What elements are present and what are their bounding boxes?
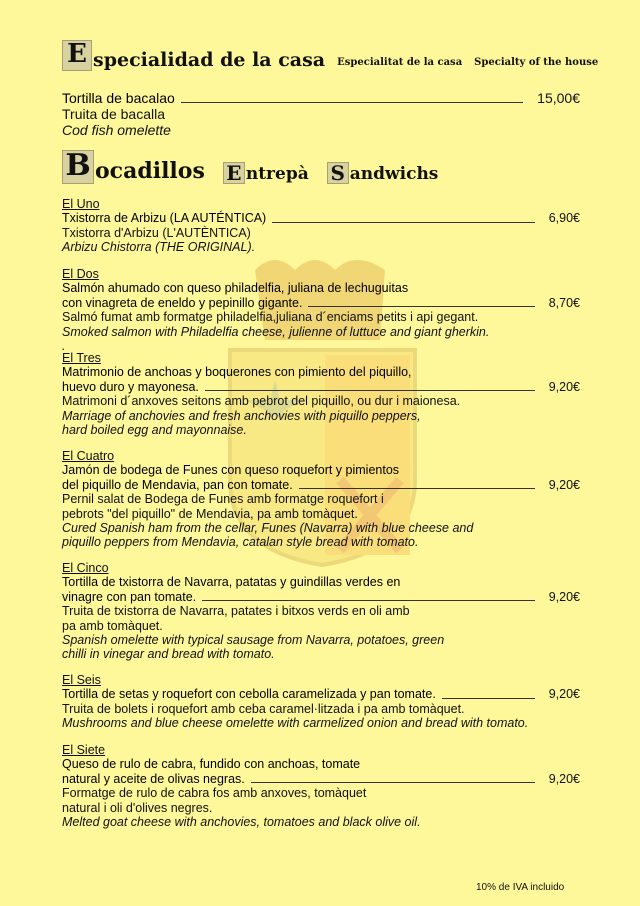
item-price: 6,90€ (548, 211, 580, 226)
menu-item (62, 449, 580, 550)
illuminated-capital: E (223, 162, 245, 184)
item-spanish: Queso de rulo de cabra, fundido con anchoas, tomate (62, 757, 361, 772)
item-spanish: huevo duro y mayonesa. (62, 379, 199, 394)
item-catalan: pa amb tomàquet. (62, 618, 163, 633)
menu-item (62, 561, 580, 662)
item-name: El Tres (62, 351, 101, 365)
leader-line (299, 488, 535, 489)
item-catalan: Truita de bacalla (62, 106, 165, 122)
item-spanish: vinagre con pan tomate. (62, 589, 197, 604)
item-price: 8,70€ (548, 295, 580, 310)
item-english: Mushrooms and blue cheese omelette with carmelized onion and bread with tomato. (62, 716, 529, 731)
illuminated-capital: B (62, 150, 94, 184)
item-spanish: Txistorra de Arbizu (LA AUTÉNTICA) (62, 211, 267, 226)
item-catalan: Pernil salat de Bodega de Funes amb formatge roquefort i (62, 492, 384, 507)
item-english: Marriage of anchovies and fresh anchovies with piquillo peppers, (62, 408, 421, 423)
menu-item (62, 673, 580, 731)
item-price: 9,20€ (548, 687, 580, 702)
leader-line (442, 698, 535, 699)
item-price: 9,20€ (548, 477, 580, 492)
illuminated-capital: S (327, 162, 349, 184)
illuminated-capital: E (62, 40, 92, 71)
item-english: chilli in vinegar and bread with tomato. (62, 647, 275, 662)
item-price: 9,20€ (548, 771, 580, 786)
menu-item (62, 743, 580, 829)
item-catalan: pebrots "del piquillo" de Mendavia, pa amb tomàquet. (62, 506, 358, 521)
sandwiches-heading (62, 150, 438, 184)
specialty-subtitle-en: Specialty of the house (474, 57, 599, 68)
item-price: 15,00€ (537, 90, 580, 106)
item-spanish: con vinagreta de eneldo y pepinillo gigante. (62, 295, 303, 310)
item-spanish: del piquillo de Mendavia, pan con tomate. (62, 477, 293, 492)
item-name: El Cinco (62, 561, 109, 575)
specialty-title: specialidad de la casa (93, 49, 326, 71)
item-spanish: Tortilla de bacalao (62, 90, 175, 106)
leader-line (202, 600, 535, 601)
item-spanish: Salmón ahumado con queso philadelfia, juliana de lechuguitas (62, 281, 409, 296)
item-catalan: Truita de txistorra de Navarra, patates i bitxos verds en oli amb (62, 604, 410, 619)
item-name: El Siete (62, 743, 106, 757)
specialty-subtitle-ca: Especialitat de la casa (337, 57, 463, 68)
item-spanish: natural y aceite de olivas negras. (62, 771, 245, 786)
sandwiches-title-ca: ntrepà (245, 164, 309, 184)
item-english: piquillo peppers from Mendavia, catalan style bread with tomato. (62, 535, 419, 550)
item-catalan: Formatge de rulo de cabra fos amb anxoves, tomàquet (62, 786, 367, 801)
item-english: hard boiled egg and mayonnaise. (62, 423, 247, 438)
item-catalan: Truita de bolets i roquefort amb ceba caramel·litzada i pa amb tomàquet. (62, 701, 465, 716)
item-english: Smoked salmon with Philadelfia cheese, julienne of luttuce and giant gherkin. (62, 324, 490, 339)
item-english: Melted goat cheese with anchovies, tomatoes and black olive oil. (62, 815, 421, 830)
menu-item-specialty (62, 90, 580, 138)
menu-item (62, 197, 580, 255)
menu-item (62, 267, 580, 353)
item-spanish: Tortilla de setas y roquefort con cebolla caramelizada y pan tomate. (62, 687, 436, 702)
item-english: Cod fish omelette (62, 122, 171, 138)
item-english: Spanish omelette with typical sausage from Navarra, potatoes, green (62, 633, 445, 648)
item-catalan: natural i oli d'olives negres. (62, 800, 213, 815)
item-catalan: Txistorra d'Arbizu (L'AUTÈNTICA) (62, 225, 251, 240)
menu-item (62, 351, 580, 437)
item-catalan: Matrimoni d´anxoves seitons amb pebrot del piquillo, ou dur i maionesa. (62, 394, 461, 409)
item-price: 9,20€ (548, 379, 580, 394)
leader-line (205, 390, 535, 391)
item-name: El Dos (62, 267, 99, 281)
item-name: El Seis (62, 673, 101, 687)
leader-line (251, 782, 535, 783)
item-name: El Uno (62, 197, 100, 211)
item-english: Cured Spanish ham from the cellar, Funes (Navarra) with blue cheese and (62, 521, 474, 536)
item-price: 9,20€ (548, 589, 580, 604)
item-english: Arbizu Chistorra (THE ORIGINAL). (62, 240, 256, 255)
item-name: El Cuatro (62, 449, 115, 463)
vat-note: 10% de IVA incluido (476, 882, 565, 893)
leader-line (308, 306, 534, 307)
specialty-heading (62, 40, 598, 71)
sandwiches-title: ocadillos (95, 158, 205, 184)
item-catalan: Salmó fumat amb formatge philadelfia,juliana d´enciams petits i api gegant. (62, 310, 479, 325)
leader-line (272, 222, 534, 223)
leader-line (181, 102, 523, 103)
item-spanish: Jamón de bodega de Funes con queso roquefort y pimientos (62, 463, 400, 478)
item-spanish: Matrimonio de anchoas y boquerones con pimiento del piquillo, (62, 365, 412, 380)
sandwiches-title-en: andwichs (349, 164, 439, 184)
item-spanish: Tortilla de txistorra de Navarra, patatas y guindillas verdes en (62, 575, 401, 590)
item-english: . (62, 339, 66, 354)
